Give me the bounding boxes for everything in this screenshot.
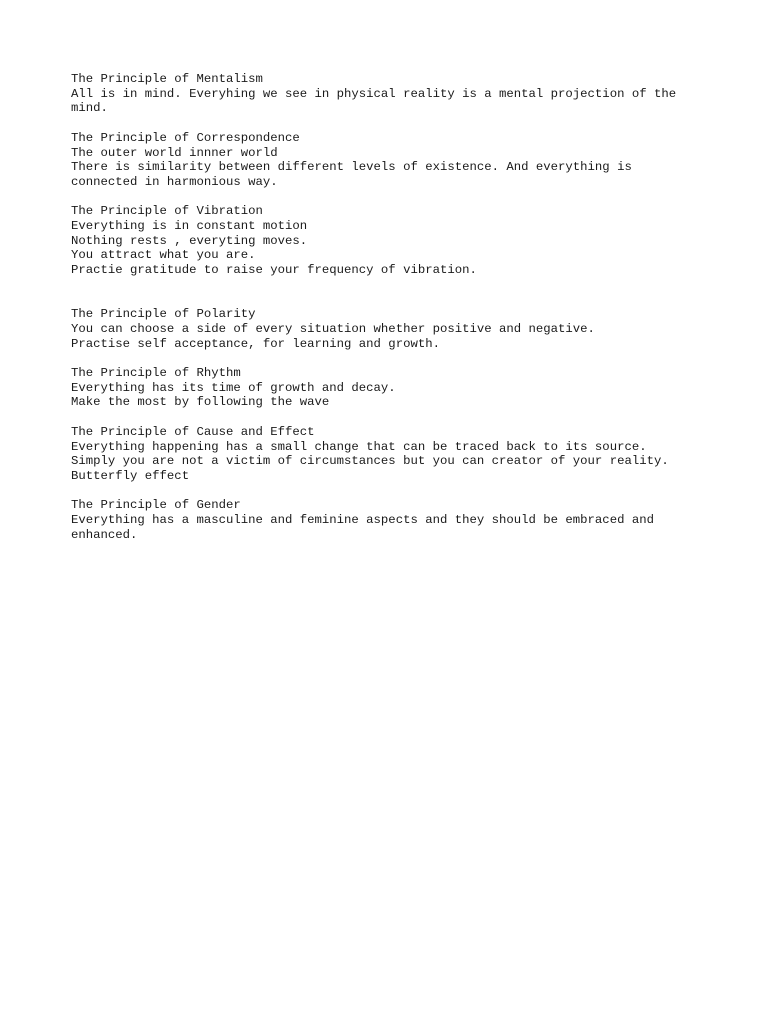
section-heading: The Principle of Cause and Effect	[71, 424, 315, 439]
section-cause-and-effect	[71, 425, 701, 484]
section-correspondence	[71, 131, 701, 190]
section-heading: The Principle of Rhythm	[71, 366, 241, 380]
section-rhythm	[71, 366, 701, 410]
section-mentalism	[71, 72, 701, 116]
section-line: Practise self acceptance, for learning and growth.	[71, 336, 440, 351]
section-line: Everything has a masculine and feminine aspects and they should be embraced and enhanced.	[71, 513, 662, 542]
section-heading: The Principle of Correspondence	[71, 130, 300, 145]
section-heading: The Principle of Polarity	[71, 307, 256, 322]
section-line: Simply you are not a victim of circumstances but you can creator of your reality.	[71, 454, 669, 469]
section-gender	[71, 498, 701, 542]
section-line: Nothing rests , everyting moves.	[71, 233, 308, 248]
section-line: Everything has its time of growth and decay.	[71, 380, 396, 395]
section-line: There is similarity between different levels of existence. And everything is connected in harmonious way.	[71, 160, 640, 189]
section-heading: The Principle of Vibration	[71, 204, 263, 219]
section-line: All is in mind. Everyhing we see in physical reality is a mental projection of the mind.	[71, 86, 684, 116]
section-line: Everything is in constant motion	[71, 219, 308, 233]
section-heading: The Principle of Gender	[71, 498, 241, 513]
section-line: Practie gratitude to raise your frequency of vibration.	[71, 263, 477, 278]
document-page	[71, 72, 701, 557]
section-line: Make the most by following the wave	[71, 395, 330, 410]
section-line: Butterfly effect	[71, 468, 190, 483]
section-line: You attract what you are.	[71, 248, 256, 263]
section-line: You can choose a side of every situation whether positive and negative.	[71, 321, 595, 336]
section-line: Everything happening has a small change that can be traced back to its source.	[71, 439, 647, 454]
section-vibration	[71, 204, 701, 278]
section-heading: The Principle of Mentalism	[71, 72, 263, 86]
section-polarity	[71, 307, 701, 351]
section-line: The outer world innner world	[71, 145, 278, 160]
